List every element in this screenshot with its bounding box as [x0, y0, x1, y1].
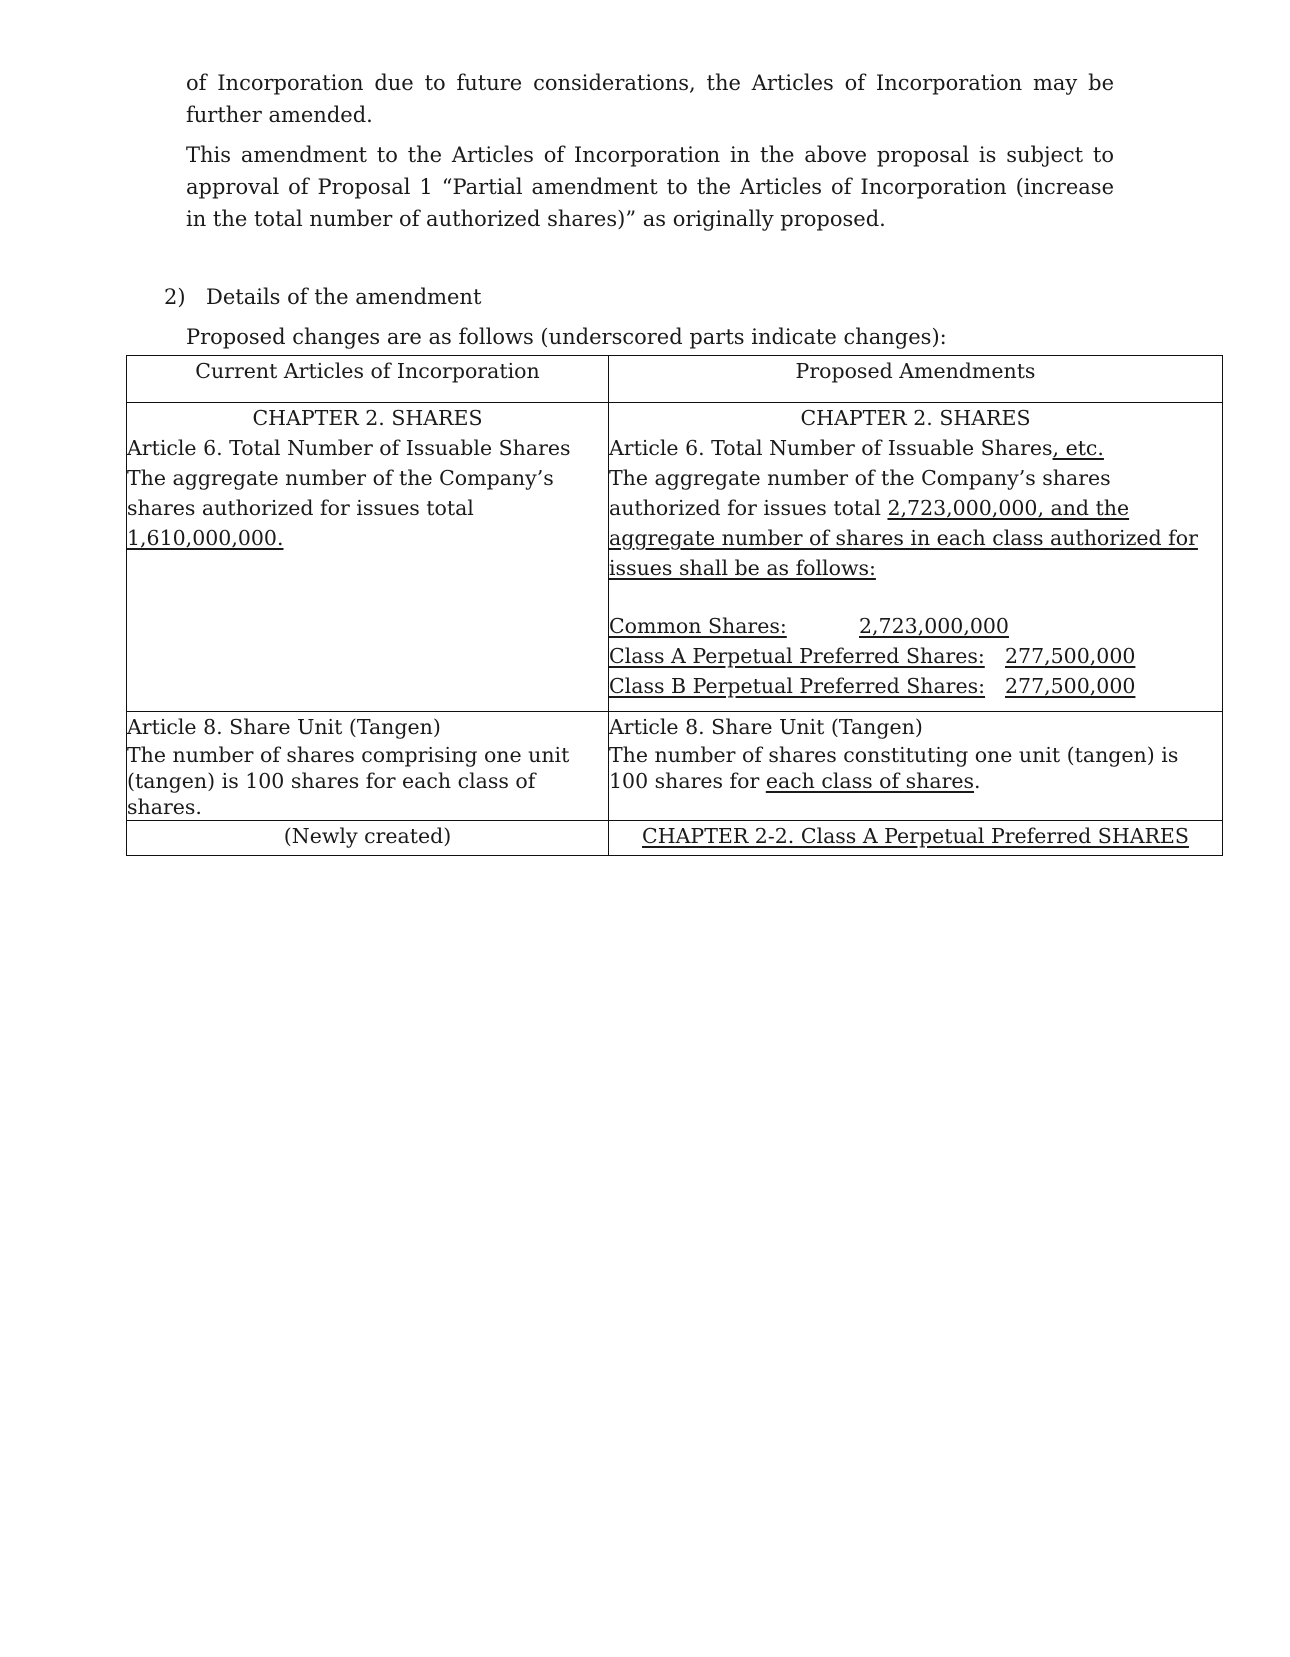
article-title [609, 433, 1222, 463]
article-text-plain: The aggregate number of the Company’s shares authorized for issues total [127, 466, 554, 520]
share-class-row [609, 641, 1222, 671]
section-number: 2) [164, 285, 186, 309]
article-title: Article 8. Share Unit (Tangen) [609, 715, 923, 739]
table-header-row [127, 356, 1223, 403]
article-text: The number of shares comprising one unit (tangen) is 100 shares for each class of shares. [127, 743, 570, 819]
header-proposed: Proposed Amendments [609, 356, 1223, 403]
share-class-row [609, 671, 1222, 701]
chapter-heading-changed: CHAPTER 2-2. Class A Perpetual Preferred SHARES [642, 824, 1189, 848]
article-title: Article 6. Total Number of Issuable Shares [127, 436, 571, 460]
cell-proposed-article8 [609, 712, 1223, 821]
table-row [127, 712, 1223, 821]
article-text [609, 742, 1222, 794]
share-class-label: Class B Perpetual Preferred Shares: [609, 674, 986, 698]
amendment-comparison-table [126, 355, 1223, 856]
cell-current-article6 [127, 403, 609, 712]
cell-proposed-chapter-2-2 [609, 821, 1223, 856]
article-title: Article 8. Share Unit (Tangen) [127, 715, 441, 739]
article-text [127, 463, 608, 553]
section-heading [164, 283, 481, 311]
article-title-changed: , etc. [1052, 436, 1104, 460]
article-text-changed: 2,723,000,000, and the aggregate number of shares in each class authorized for issues shall be as follows: [609, 496, 1198, 580]
table-row [127, 821, 1223, 856]
paragraph-approval-condition: This amendment to the Articles of Incorporation in the above proposal is subject to approval of Proposal 1 “Partial amendment to the Articles of Incorporation (increase in the total number of authorized shares)” as originally proposed. [186, 143, 1114, 231]
article-text-changed: each class of shares [765, 769, 975, 793]
share-class-label: Common Shares: [609, 614, 787, 638]
header-current: Current Articles of Incorporation [127, 356, 609, 403]
cell-current-article8 [127, 712, 609, 821]
intro-text: Proposed changes are as follows (underscored parts indicate changes): [186, 325, 947, 349]
cell-proposed-article6 [609, 403, 1223, 712]
share-class-row [609, 611, 1222, 641]
article-text [609, 463, 1222, 583]
article-text-end: . [974, 769, 981, 793]
section-title: Details of the amendment [206, 285, 482, 309]
article-text-changed: 1,610,000,000. [127, 526, 284, 550]
paragraph-continuation: of Incorporation due to future considerations, the Articles of Incorporation may be further amended. [186, 71, 1114, 127]
share-class-list [609, 611, 1222, 701]
cell-current-newly-created: (Newly created) [127, 821, 609, 856]
article-text-plain: The aggregate number of the Company’s shares authorized for issues total [609, 466, 1111, 520]
share-class-value: 277,500,000 [1005, 674, 1136, 698]
table-row [127, 403, 1223, 712]
article-title-plain: Article 6. Total Number of Issuable Shares [609, 436, 1053, 460]
share-class-label: Class A Perpetual Preferred Shares: [609, 644, 985, 668]
chapter-heading: CHAPTER 2. SHARES [800, 406, 1031, 430]
article-text-plain: The number of shares constituting one unit (tangen) is 100 shares for [609, 743, 1179, 793]
share-class-value: 277,500,000 [1005, 644, 1136, 668]
share-class-value: 2,723,000,000 [859, 614, 1009, 638]
chapter-heading: CHAPTER 2. SHARES [252, 406, 483, 430]
